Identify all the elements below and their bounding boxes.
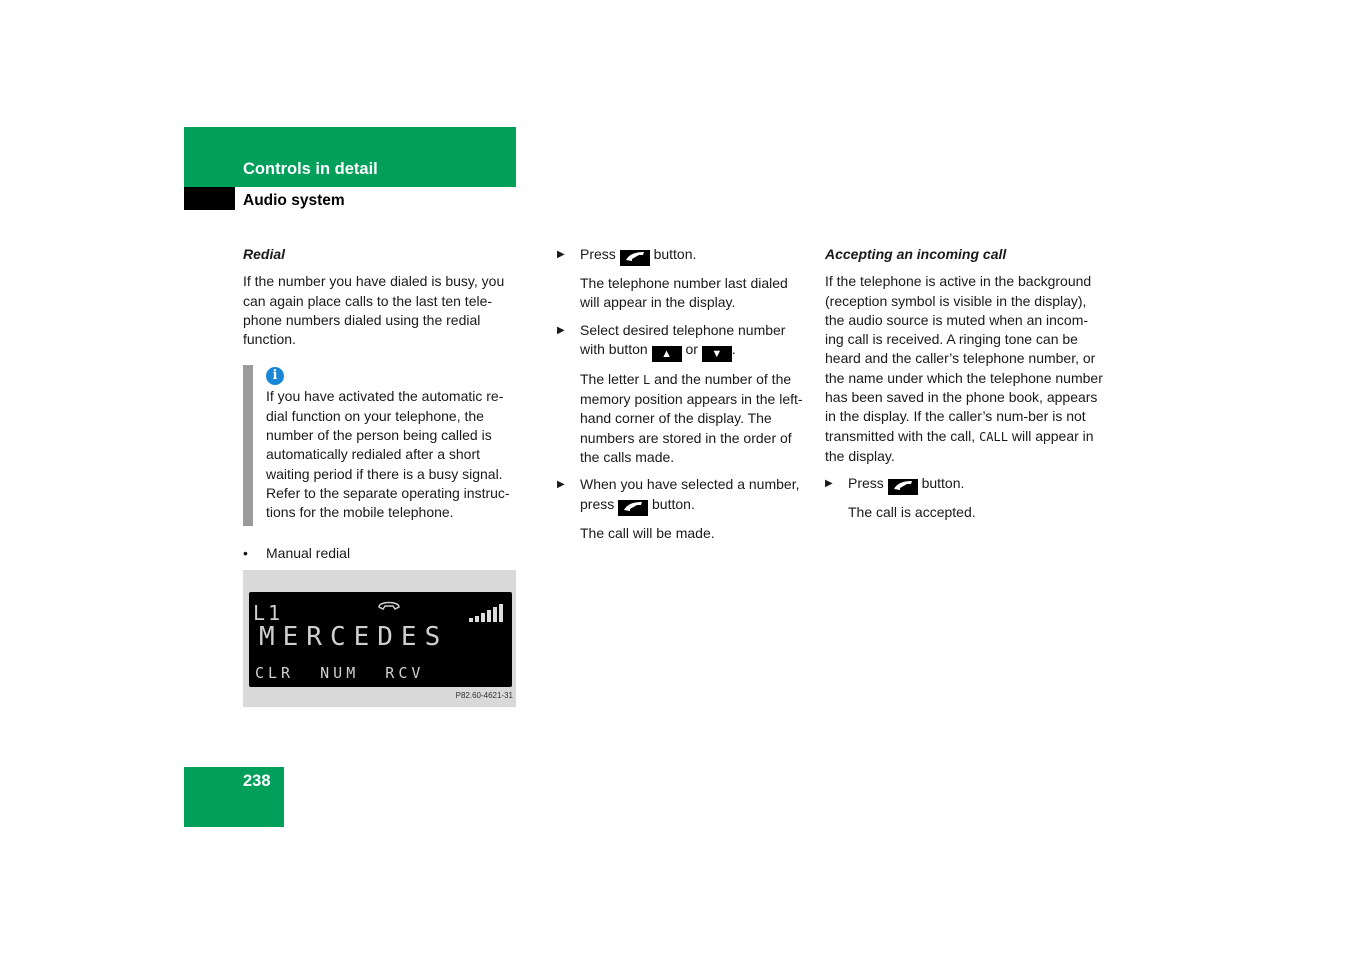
bullet-icon: • (243, 545, 248, 562)
lcd-screen (249, 592, 512, 687)
phone-handset-icon (377, 598, 401, 617)
incoming-body: If the telephone is active in the background (reception symbol is visible in the display), the audio source is muted when an incom-ing call is received. A ringing tone can be heard and the caller’s telephone number, or the name under which the telephone number has been saved in the phone book, appears in the display. If the caller’s num-ber is not transmitted with the call, CALL will appear in the display. (825, 273, 1103, 464)
phone-handset-icon (618, 500, 648, 516)
section-title: Controls in detail (243, 160, 378, 178)
redial-intro: If the number you have dialed is busy, you can again place calls to the last ten tele-phone numbers dialed using the redial function. (243, 273, 505, 348)
info-note (243, 365, 519, 526)
column-redial (243, 245, 519, 564)
column-redial-steps (557, 245, 809, 551)
page-number: 238 (243, 772, 271, 790)
info-bar (243, 365, 253, 526)
triangle-right-icon: ▶ (557, 479, 565, 491)
lcd-caller-name: MERCEDES (259, 622, 449, 652)
image-code: P82.60-4621-31 (455, 690, 513, 700)
triangle-down-icon: ▼ (702, 346, 732, 362)
step-make-call: ▶ When you have selected a number, press button. (557, 475, 809, 515)
triangle-right-icon: ▶ (557, 249, 565, 260)
incoming-heading: Accepting an incoming call (825, 246, 1007, 262)
step-accept-call: ▶ Press button. (825, 474, 1103, 495)
triangle-right-icon: ▶ (825, 478, 833, 490)
info-text: If you have activated the automatic re-dial function on your telephone, the number of the person being called is automatically redialed after a short waiting period if there is a busy signal. Refer to the separate operating instruc-tions for the mobile telephone. (266, 388, 510, 521)
result-call-accepted: The call is accepted. (848, 504, 976, 521)
column-incoming-call (825, 245, 1103, 531)
phone-handset-icon (620, 250, 650, 266)
signal-strength-icon (469, 602, 509, 622)
triangle-right-icon: ▶ (557, 324, 565, 336)
lcd-memory-position: L1 (253, 601, 284, 625)
result-call-made: The call will be made. (580, 524, 715, 541)
result-memory-position: The letter L and the number of the memory position appears in the left-hand corner of the display. The numbers are stored in the order of the calls made. (580, 370, 803, 466)
display-illustration (243, 570, 516, 707)
step-select-number: ▶ Select desired telephone number with button ▲ or ▼ . (557, 321, 786, 360)
result-last-dialed: The telephone number last dialed will appear in the display. (580, 275, 788, 311)
step-press-button: ▶ Press button. (557, 245, 809, 266)
phone-handset-icon (888, 479, 918, 495)
redial-heading: Redial (243, 246, 286, 262)
list-item-manual-redial (243, 544, 519, 563)
subsection-title: Audio system (243, 192, 345, 209)
bullet-text: Manual redial (266, 545, 351, 562)
info-icon: i (266, 367, 284, 385)
lcd-softkeys: CLR NUM RCV (255, 664, 425, 682)
triangle-up-icon: ▲ (652, 346, 682, 362)
header-marker (184, 187, 235, 210)
